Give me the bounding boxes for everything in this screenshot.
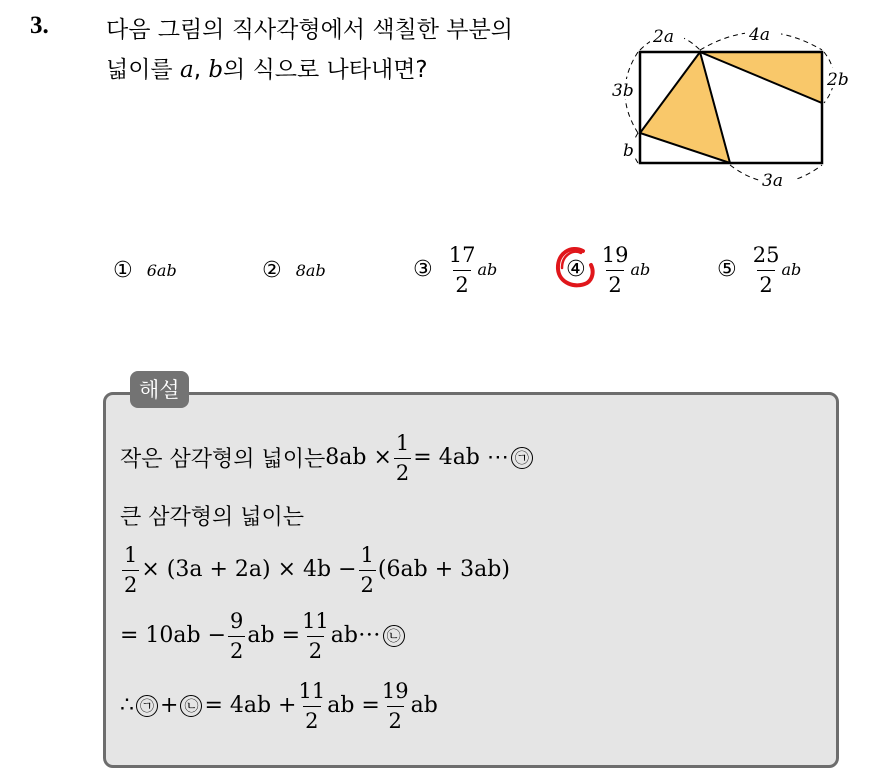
label-right: 2b [827,70,849,90]
choice-3-number: ③ [413,257,433,282]
fraction: $\frac{11}{2}$ [302,609,329,663]
solution-tag: 해설 [130,371,189,408]
fraction: $\frac{11}{2}$ [298,679,326,733]
fraction: $\frac{1}{2}$ [124,543,138,597]
choice-2[interactable] [262,258,326,283]
label-bottom: 3a [762,171,783,190]
label-left-lower: b [623,141,634,161]
choice-2-number: ② [262,258,282,283]
solution-line-2: 큰 삼각형의 넓이는 [120,505,305,530]
label-left-upper: 3b [612,81,634,101]
circled-label-1: ㉠ [511,447,533,469]
fraction: $\frac{1}{2}$ [395,431,410,485]
choice-3-suffix: ab [477,260,498,279]
choice-5[interactable] [717,240,801,299]
label-top-right: 4a [749,25,770,45]
choice-5-suffix: ab [781,260,802,279]
rectangle-figure [600,20,860,190]
question-line-1: 다음 그림의 직사각형에서 색칠한 부분의 [106,17,513,43]
choice-1-number: ① [113,258,133,283]
choice-5-fraction: $\frac{25}{2}$ [752,243,780,297]
solution-line-1: 작은 삼각형의 넓이는 8ab × $\frac{1}{2}$ = 4ab ⋯ ㉠ [120,428,535,487]
choice-4-suffix: ab [630,260,651,279]
fraction: $\frac{9}{2}$ [230,609,244,663]
choice-2-text: 8ab [295,261,326,280]
solution-line-5: ∴ ㉠ + ㉡ = 4ab + $\frac{11}{2}$ ab = $\frac{19}{2}$ ab [120,676,438,735]
label-top-left: 2a [653,27,674,47]
choice-1[interactable] [113,258,177,283]
solution-line-4: = 10ab − $\frac{9}{2}$ ab = $\frac{11}{2}$ ab⋅⋅⋅ ㉡ [120,606,407,665]
circled-label-1: ㉠ [136,695,158,717]
left-shaded-triangle [640,52,730,163]
choice-1-text: 6ab [146,261,177,280]
circled-label-2: ㉡ [383,625,405,647]
solution-line-3: $\frac{1}{2}$ × (3a + 2a) × 4b − $\frac{1}{2}$ (6ab + 3ab) [120,540,510,599]
question-text [106,10,606,90]
right-shaded-triangle [700,52,822,103]
answer-circle-mark [553,243,597,293]
fraction: $\frac{1}{2}$ [360,543,374,597]
question-number: 3. [30,12,49,39]
choice-5-number: ⑤ [717,257,737,282]
circled-label-2: ㉡ [180,695,202,717]
choice-3-fraction: $\frac{17}{2}$ [448,243,476,297]
fraction: $\frac{19}{2}$ [381,679,409,733]
choice-4-fraction: $\frac{19}{2}$ [601,243,629,297]
question-line-2: 넓이를 a, b의 식으로 나타내면? [106,57,428,83]
choice-4-number: ④ [566,257,586,282]
choice-3[interactable] [413,240,497,299]
